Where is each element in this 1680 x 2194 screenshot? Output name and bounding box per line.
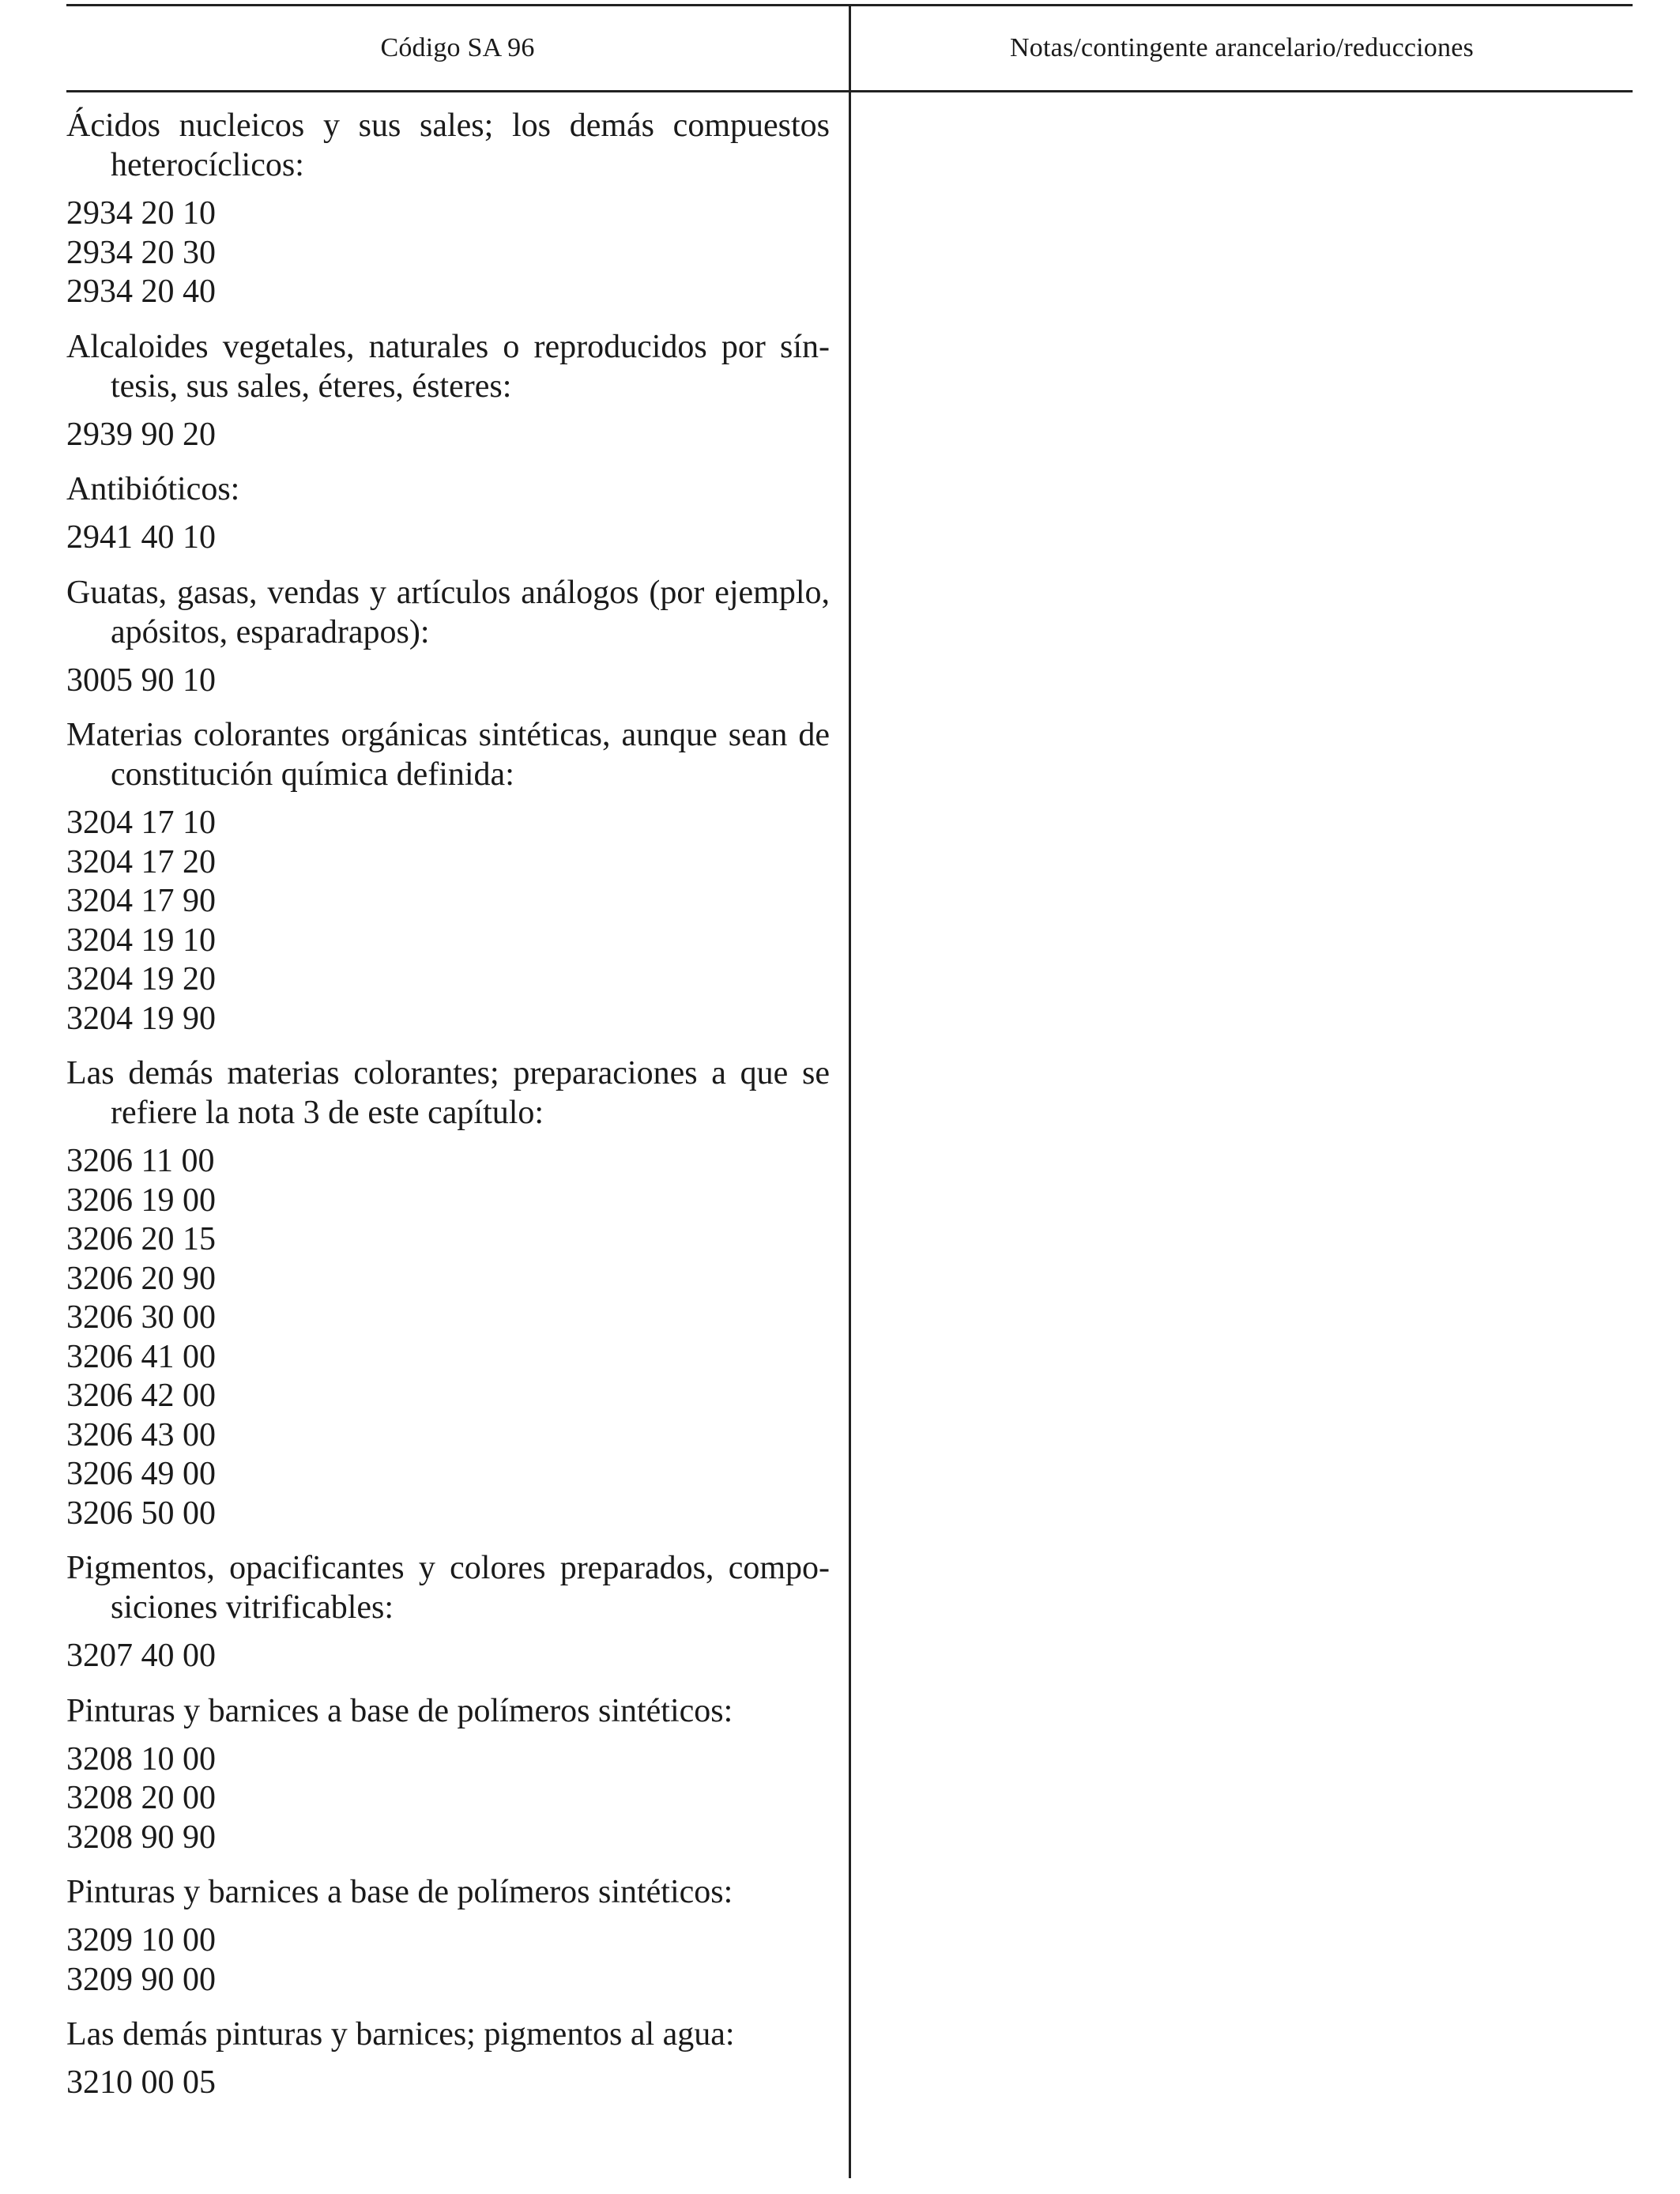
hs-code: 3206 41 00 [66,1338,216,1375]
tariff-section [66,327,830,455]
hs-code: 3206 42 00 [66,1378,216,1414]
hs-code: 3005 90 10 [66,662,216,699]
section-heading: Pinturas y barnices a base de polímeros sintéticos: [66,1874,733,1910]
code-list [66,662,830,701]
hs-code: 2934 20 10 [66,195,216,232]
code-list [66,2064,830,2103]
code-list [66,1637,830,1676]
tariff-section [66,106,830,312]
code-list [66,804,830,1039]
tariff-section [66,1691,830,1858]
hs-code: 3206 49 00 [66,1456,216,1492]
hs-code: 3208 90 90 [66,1819,216,1856]
hs-code: 3209 90 00 [66,1961,216,1998]
hs-code: 3210 00 05 [66,2064,216,2101]
hs-code: 3206 11 00 [66,1143,215,1179]
code-list [66,1921,830,2000]
hs-code: 3206 20 90 [66,1260,216,1297]
code-list [66,1142,830,1533]
section-heading: Las demás pinturas y barnices; pigmentos al agua: [66,2016,735,2053]
hs-code: 3204 17 20 [66,843,216,880]
hs-code: 3204 17 10 [66,805,216,841]
hs-code: 2941 40 10 [66,519,216,556]
code-list [66,518,830,558]
hs-code: 3206 20 15 [66,1221,216,1257]
column-header-notes: Notas/contingente arancelario/reducciones [1010,33,1474,62]
tariff-section [66,573,830,701]
hs-code: 3207 40 00 [66,1638,216,1674]
section-heading: Pinturas y barnices a base de polímeros sintéticos: [66,1692,733,1729]
code-list [66,416,830,455]
hs-code: 2934 20 30 [66,234,216,271]
hs-code: 3208 10 00 [66,1740,216,1777]
column-divider [849,4,851,2178]
code-column [66,106,830,2118]
hs-code: 3208 20 00 [66,1780,216,1816]
hs-code: 3206 50 00 [66,1495,216,1532]
hs-code: 3204 17 90 [66,883,216,919]
column-header-code: Código SA 96 [380,33,535,62]
hs-code: 3204 19 20 [66,961,216,997]
hs-code: 3204 19 90 [66,1000,216,1037]
tariff-section [66,469,830,558]
hs-code: 2939 90 20 [66,416,216,453]
hs-code: 3206 30 00 [66,1299,216,1336]
tariff-section [66,1548,830,1676]
section-heading: Materias colorantes orgánicas sintéticas, aunque sean de constitución química definida: [66,717,830,793]
tariff-section [66,2015,830,2103]
section-heading: Antibióticos: [66,471,240,507]
section-heading: Pigmentos, opacificantes y colores preparados, composiciones vitrificables: [66,1550,830,1626]
tariff-section [66,1054,830,1533]
section-heading: Guatas, gasas, vendas y artículos análogos (por ejemplo, apósitos, esparadrapos): [66,574,830,650]
section-heading: Ácidos nucleicos y sus sales; los demás compuestos heterocíclicos: [66,107,830,183]
section-heading: Las demás materias colorantes; preparaciones a que se refiere la nota 3 de este capítulo: [66,1055,830,1131]
hs-code: 2934 20 40 [66,273,216,310]
hs-code: 3206 19 00 [66,1182,216,1219]
hs-code: 3206 43 00 [66,1416,216,1453]
hs-code: 3209 10 00 [66,1922,216,1958]
hs-code: 3204 19 10 [66,922,216,959]
code-list [66,1740,830,1858]
tariff-section [66,1872,830,2000]
code-list [66,194,830,312]
section-heading: Alcaloides vegetales, naturales o reproducidos por síntesis, sus sales, éteres, ésteres: [66,328,830,405]
tariff-section [66,715,830,1039]
